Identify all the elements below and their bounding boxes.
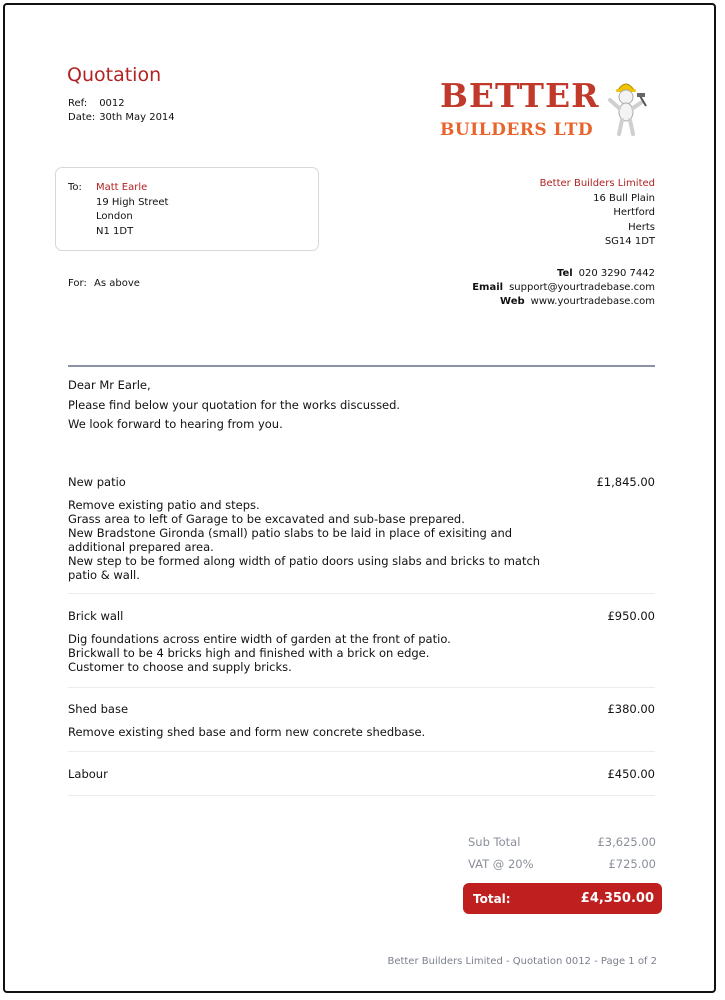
ref-value: 0012 xyxy=(99,98,125,109)
description-line: additional prepared area. xyxy=(68,540,214,554)
description-line: New step to be formed along width of patio doors using slabs and bricks to match xyxy=(68,554,541,568)
web-row xyxy=(472,295,655,309)
intro-line: We look forward to hearing from you. xyxy=(68,417,283,431)
divider xyxy=(68,365,655,367)
company-address-line: SG14 1DT xyxy=(604,236,655,247)
line-item xyxy=(68,767,655,781)
ref-row xyxy=(68,98,125,109)
for-value: As above xyxy=(94,278,140,289)
line-item-title: New patio xyxy=(68,475,126,489)
recipient-box xyxy=(55,167,319,251)
recipient-address xyxy=(96,181,168,239)
line-item-amount: £1,845.00 xyxy=(596,475,655,489)
intro-text xyxy=(68,376,400,435)
email-label: Email xyxy=(472,282,504,293)
line-item-title: Brick wall xyxy=(68,609,124,623)
line-item-title: Labour xyxy=(68,767,108,781)
recipient-address-line: N1 1DT xyxy=(96,225,134,237)
company-contact xyxy=(472,267,655,309)
ref-label: Ref: xyxy=(68,98,88,109)
item-separator xyxy=(68,751,655,752)
company-address-line: 16 Bull Plain xyxy=(593,192,655,204)
line-item-description xyxy=(68,725,655,739)
page-footer: Better Builders Limited - Quotation 0012 - Page 1 of 2 xyxy=(387,956,657,967)
subtotal-row xyxy=(468,835,656,849)
company-address-line: Hertford xyxy=(613,207,655,218)
logo-line-1: BETTER xyxy=(440,76,600,115)
recipient-name: Matt Earle xyxy=(96,182,148,193)
web-link[interactable]: www.yourtradebase.com xyxy=(530,296,655,307)
line-item xyxy=(68,475,655,582)
tel-row xyxy=(472,267,655,281)
line-item-amount: £380.00 xyxy=(607,702,655,716)
line-item-description xyxy=(68,632,655,674)
item-separator xyxy=(68,687,655,688)
description-line: Remove existing shed base and form new concrete shedbase. xyxy=(68,725,426,739)
line-item-title: Shed base xyxy=(68,702,129,716)
email-link[interactable]: support@yourtradebase.com xyxy=(509,282,655,293)
to-label: To: xyxy=(68,182,82,193)
company-logo xyxy=(430,72,660,152)
web-label: Web xyxy=(500,296,525,307)
builder-figure-icon xyxy=(606,78,650,138)
vat-row xyxy=(468,857,656,871)
intro-line: Please find below your quotation for the works discussed. xyxy=(68,397,401,412)
total-label: Total: xyxy=(473,891,511,906)
date-value: 30th May 2014 xyxy=(99,112,175,123)
company-address xyxy=(540,177,655,250)
line-item-amount: £450.00 xyxy=(607,767,655,781)
subtotal-value: £3,625.00 xyxy=(597,835,656,849)
line-item-amount: £950.00 xyxy=(607,609,655,623)
item-separator xyxy=(68,593,655,594)
description-line: Grass area to left of Garage to be excavated and sub-base prepared. xyxy=(68,512,465,526)
total-value: £4,350.00 xyxy=(580,891,654,906)
logo-line-2: BUILDERS LTD xyxy=(440,120,594,140)
recipient-address-line: London xyxy=(96,211,133,222)
description-line: Brickwall to be 4 bricks high and finished with a brick on edge. xyxy=(68,646,430,660)
description-line: Dig foundations across entire width of garden at the front of patio. xyxy=(68,632,451,646)
company-address-line: Herts xyxy=(628,221,655,233)
subtotal-label: Sub Total xyxy=(468,835,521,849)
description-line: Customer to choose and supply bricks. xyxy=(68,660,292,674)
tel-label: Tel xyxy=(556,268,573,279)
date-row xyxy=(68,112,175,123)
line-item xyxy=(68,609,655,674)
description-line: New Bradstone Gironda (small) patio slabs to be laid in place of exisiting and xyxy=(68,526,513,540)
document-title: Quotation xyxy=(67,64,162,86)
date-label: Date: xyxy=(68,112,96,123)
line-item-header xyxy=(68,475,655,489)
description-line: Remove existing patio and steps. xyxy=(68,498,260,512)
recipient-address-line: 19 High Street xyxy=(96,196,169,208)
vat-label: VAT @ 20% xyxy=(468,857,534,871)
company-name: Better Builders Limited xyxy=(539,178,655,189)
greeting: Dear Mr Earle, xyxy=(68,378,151,392)
line-item-header xyxy=(68,609,655,623)
line-item-header xyxy=(68,702,655,716)
description-line: patio & wall. xyxy=(68,568,140,582)
vat-value: £725.00 xyxy=(608,857,656,871)
for-label: For: xyxy=(68,278,87,289)
line-item-description xyxy=(68,498,655,582)
total-bar xyxy=(463,883,662,914)
line-item xyxy=(68,702,655,739)
email-row xyxy=(472,281,655,295)
line-item-header xyxy=(68,767,655,781)
tel-value: 020 3290 7442 xyxy=(578,268,655,279)
item-separator xyxy=(68,795,655,796)
